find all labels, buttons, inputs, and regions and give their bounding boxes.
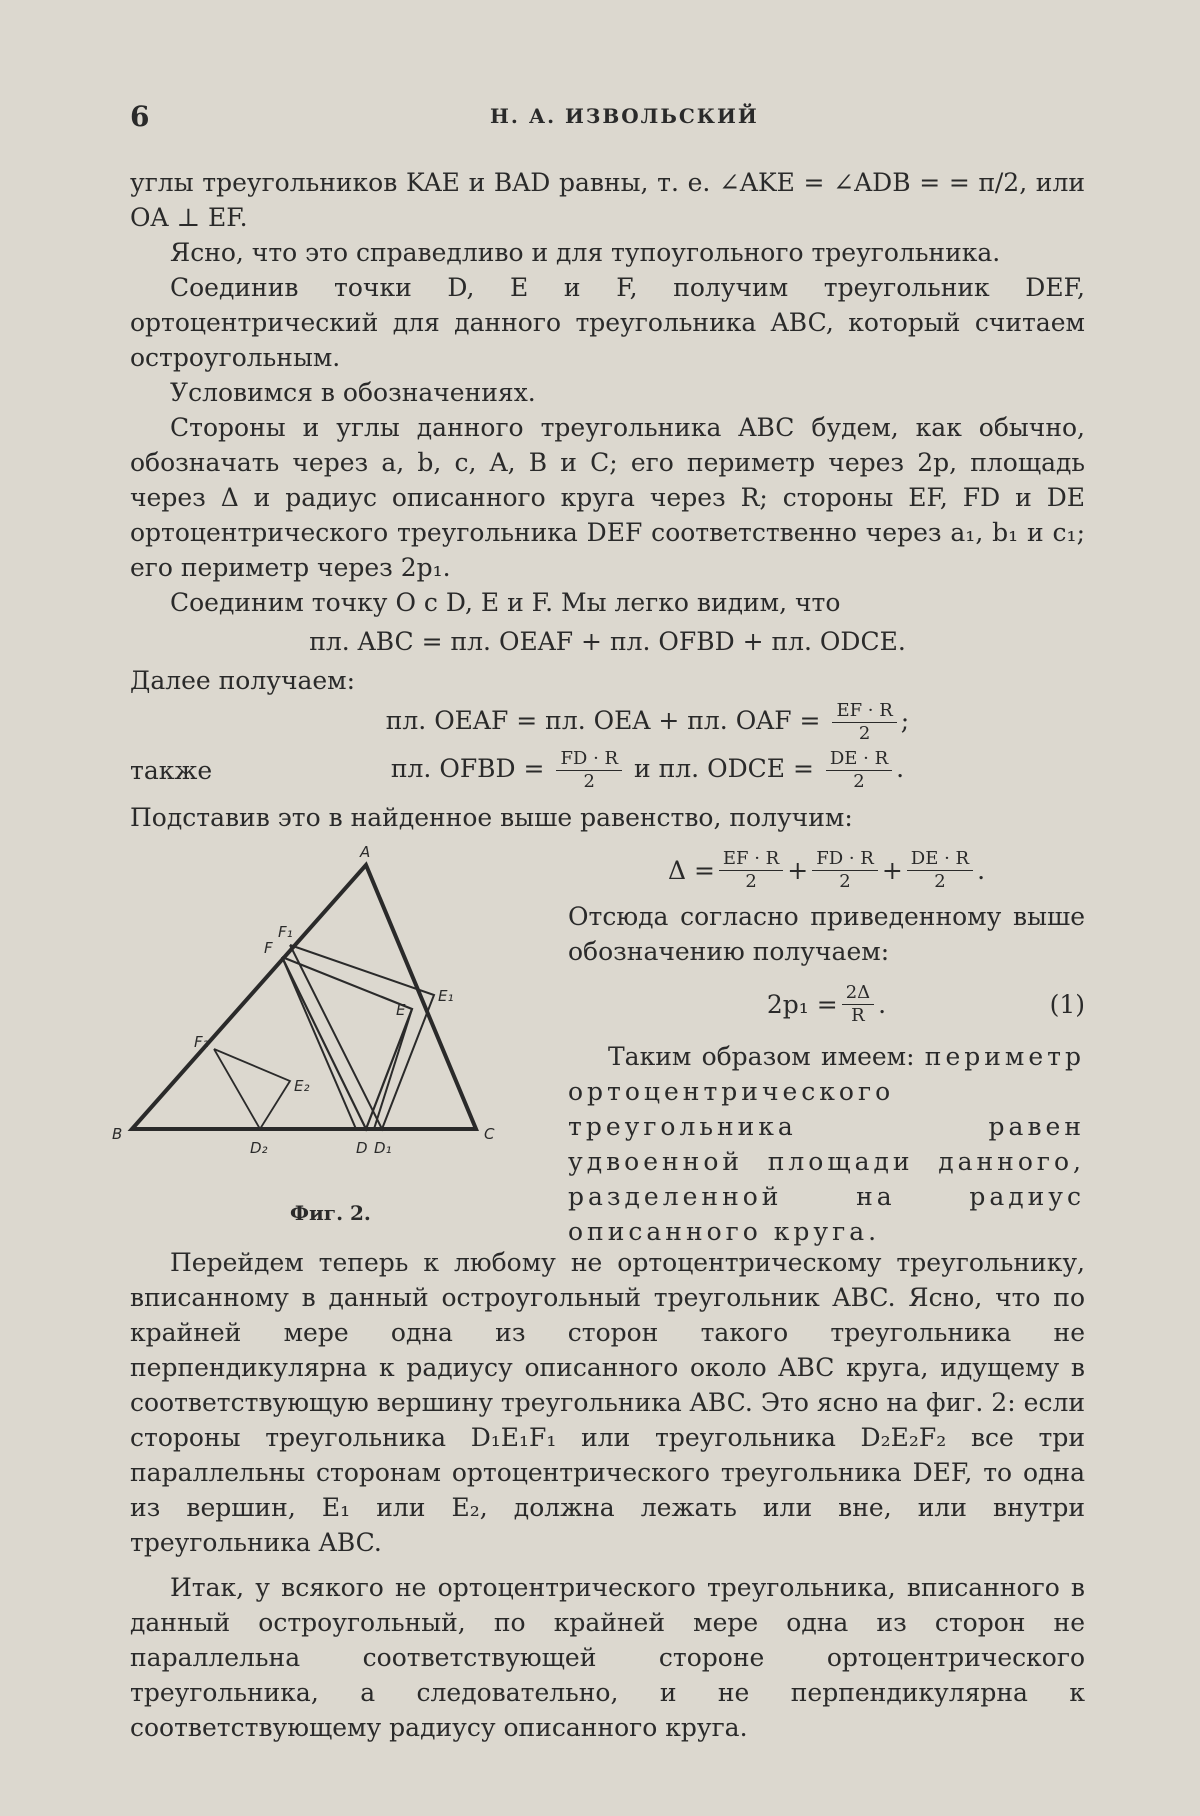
eq4-denominator-2: 2 (839, 870, 851, 892)
paragraph-3: Соединив точки D, E и F, получим треугольник DEF, ортоцентрический для данного треугольника ABC, который считаем остроугольным. (130, 273, 1085, 372)
eq5-end: . (878, 989, 887, 1019)
label-d2: D₂ (250, 1139, 268, 1157)
eq4-plus-1: + (787, 855, 809, 885)
eq2-fraction (832, 700, 896, 745)
eq4-plus-2: + (881, 855, 903, 885)
eq4-numerator-2: FD · R (812, 848, 878, 871)
paragraph-11: Перейдем теперь к любому не ортоцентрическому треугольнику, вписанному в данный остроугольный треугольник ABC. Ясно, что по крайней мере одна из сторон такого треугольника не перпендикулярна к радиусу описанного около ABC круга, идущему в соответствующую вершину треугольника ABC. Это ясно на фиг. 2: если стороны треугольника D₁E₁F₁ или треугольника D₂E₂F₂ все три параллельны сторонам ортоцентрического треугольника DEF, то одна из вершин, E₁ или E₂, должна лежать или вне, или внутри треугольника ABC. (130, 1248, 1085, 1557)
paragraph-12: Итак, у всякого не ортоцентрического треугольника, вписанного в данный остроугольный, по крайней мере одна из сторон не параллельна соответствующей стороне ортоцентрического треугольника, а следовательно, и не перпендикулярна к соответствующему радиусу описанного круга. (130, 1573, 1085, 1742)
eq4-fraction-2 (812, 848, 878, 893)
label-f: F (264, 939, 273, 957)
eq2-denominator: 2 (858, 722, 871, 744)
label-e: E (396, 1001, 406, 1019)
right-column (568, 841, 1085, 1249)
equation-4 (568, 841, 1085, 899)
label-d: D (356, 1139, 368, 1157)
paragraph-9: Отсюда согласно приведенному выше обозначению получаем: (568, 902, 1085, 966)
eq3-denominator-1: 2 (583, 770, 595, 792)
eq4-numerator-1: EF · R (719, 848, 783, 871)
paragraph-5: Стороны и углы данного треугольника ABC будем, как обычно, обозначать через a, b, c, A, B и C; его периметр через 2p, площадь через Δ и радиус описанного круга через R; стороны EF, FD и DE ортоцентрического треугольника DEF соответственно через a₁, b₁ и c₁; его периметр через 2p₁. (130, 413, 1085, 582)
page-number: 6 (130, 100, 150, 133)
eq4-fraction-3 (907, 848, 973, 893)
running-head: Н. А. ИЗВОЛЬСКИЙ (490, 104, 759, 128)
eq5-lhs: 2p₁ = (766, 989, 838, 1019)
eq3-middle: и пл. ODCE = (634, 753, 814, 783)
label-c: C (484, 1125, 495, 1143)
eq3-end: . (896, 753, 905, 783)
eq2-end: ; (900, 705, 910, 735)
paragraph-7: Далее получаем: (130, 666, 356, 695)
paragraph-8: Подставив это в найденное выше равенство, получим: (130, 803, 853, 832)
eq2-lhs: пл. OEAF = пл. OEA + пл. OAF = (385, 705, 821, 735)
eq3-fraction-1 (556, 748, 622, 793)
eq5-fraction (842, 982, 874, 1027)
equation-5 (568, 969, 1085, 1039)
figure-2-diagram (110, 841, 570, 1191)
paragraph-10-lead: Таким образом имеем: (608, 1042, 915, 1071)
eq3-lhs: пл. OFBD = (390, 753, 545, 783)
eq2-numerator: EF · R (832, 700, 896, 723)
label-e2: E₂ (294, 1077, 310, 1095)
paragraph-1: углы треугольников KAE и BAD равны, т. е. ∠AKE = ∠ADB = = π/2, или OA ⊥ EF. (130, 168, 1085, 232)
eq5-denominator: R (851, 1004, 865, 1026)
equation-3 (130, 746, 1085, 794)
label-f2: F₂ (194, 1033, 209, 1051)
paragraph-6: Соединим точку O с D, E и F. Мы легко видим, что (170, 588, 841, 617)
eq4-lhs: Δ = (667, 855, 715, 885)
also-label: также (130, 755, 213, 785)
eq5-numerator: 2Δ (842, 982, 874, 1005)
figure-section (112, 841, 1085, 1246)
paragraph-10 (568, 1039, 1085, 1249)
eq3-fraction-2 (826, 748, 892, 793)
eq4-end: . (977, 855, 986, 885)
eq4-fraction-1 (719, 848, 783, 893)
paragraph-10-theorem: периметр ортоцентрического треугольника равен удвоенной площади данного, разделенной на радиус описанного круга. (568, 1042, 1085, 1246)
label-d1: D₁ (374, 1139, 392, 1157)
paragraph-4: Условимся в обозначениях. (170, 378, 536, 407)
label-f1: F₁ (278, 923, 293, 941)
eq3-numerator-1: FD · R (556, 748, 622, 771)
eq4-numerator-3: DE · R (907, 848, 973, 871)
equation-number: (1) (1049, 989, 1085, 1019)
body-text (112, 165, 1085, 1745)
equation-2 (130, 698, 1085, 746)
equation-1: пл. ABC = пл. OEAF + пл. OFBD + пл. ODCE. (309, 627, 906, 656)
eq4-denominator-1: 2 (745, 870, 757, 892)
eq4-denominator-3: 2 (934, 870, 946, 892)
figure-caption: Фиг. 2. (290, 1201, 371, 1225)
label-a: A (360, 843, 371, 861)
label-e1: E₁ (438, 987, 454, 1005)
eq3-numerator-2: DE · R (826, 748, 892, 771)
triangle-d2e2f2 (214, 1049, 290, 1129)
eq3-denominator-2: 2 (853, 770, 865, 792)
paragraph-2: Ясно, что это справедливо и для тупоугольного треугольника. (170, 238, 1001, 267)
page-header (130, 100, 1080, 140)
label-b: B (112, 1125, 123, 1143)
